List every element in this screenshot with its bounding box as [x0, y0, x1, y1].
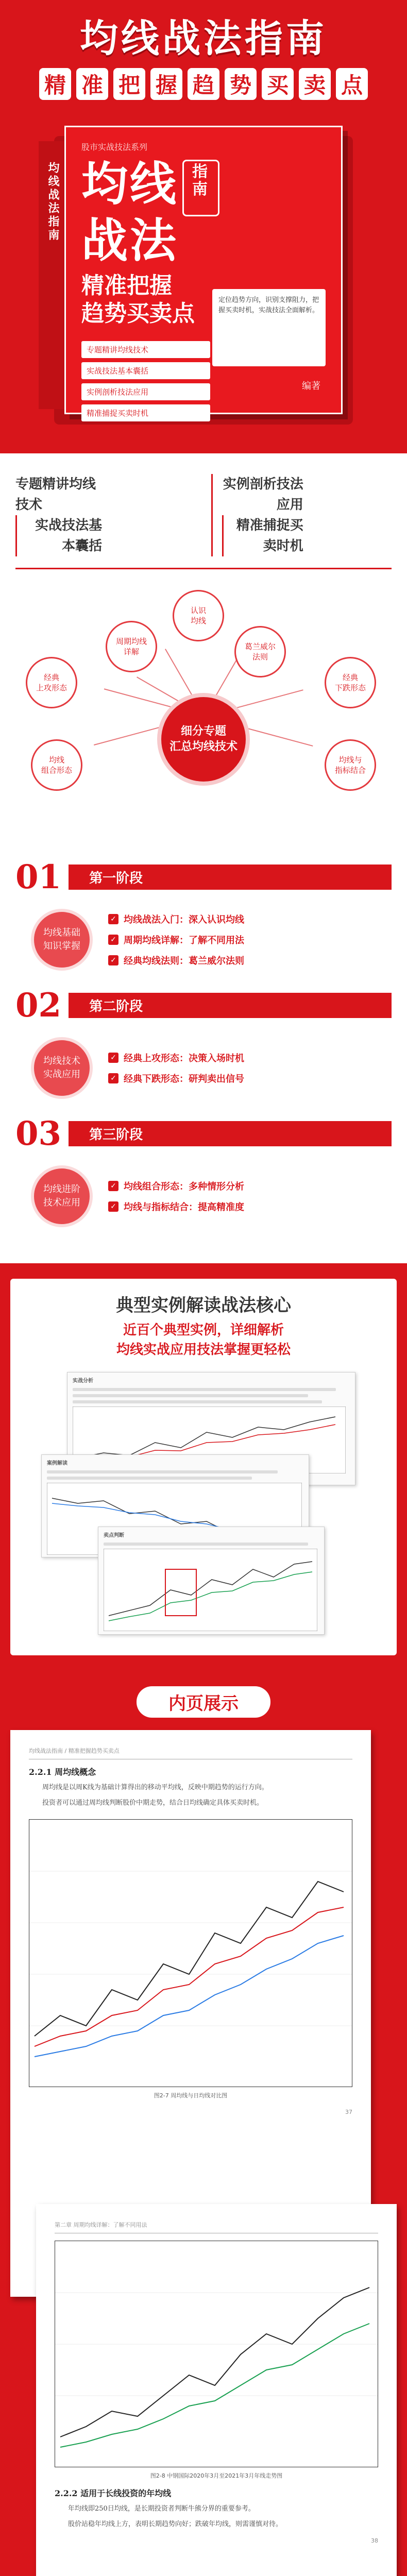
topic-bubble: 均线 组合形态 [31, 739, 82, 791]
stage-label: 第一阶段 [69, 865, 392, 890]
stage-item: ✓ 周期均线详解：了解不同用法 [108, 933, 244, 946]
stage-item: ✓ 经典上攻形态：决策入场时机 [108, 1051, 244, 1064]
book-tags [81, 341, 210, 421]
check-icon: ✓ [108, 1073, 118, 1083]
page-header: 第二章 周期均线详解：了解不同用法 [55, 2219, 378, 2233]
subtitle-char: 买 [262, 68, 294, 100]
book-tag: 实例剖析技法应用 [81, 383, 210, 400]
stage-block [15, 858, 392, 971]
case-document: 卖点判断 [98, 1527, 325, 1635]
section-title: 2.2.1 周均线概念 [29, 1767, 96, 1777]
figure-caption: 图2-7 周均线与日均线对比图 [154, 2092, 228, 2099]
feature-right: 实例剖析技法应用 精准捕捉买卖时机 [211, 474, 392, 556]
book-cover [64, 126, 343, 418]
inner-page [36, 2204, 397, 2576]
subtitle-char: 势 [225, 68, 257, 100]
candlestick-chart-icon [104, 1549, 317, 1631]
hero-title: 均线战法指南 [80, 16, 327, 61]
stage-block [15, 1114, 392, 1227]
book-tag: 实战技法基本囊括 [81, 362, 210, 379]
figure-caption: 图2-8 中钢国际2020年3月至2021年3月年线走势图 [150, 2472, 283, 2479]
check-icon: ✓ [108, 914, 118, 924]
subtitle-char: 趋 [188, 68, 219, 100]
page-number: 37 [345, 2109, 352, 2115]
stage-circle: 均线基础 知识掌握 [31, 909, 93, 971]
check-icon: ✓ [108, 1181, 118, 1191]
stage-block [15, 986, 392, 1099]
stage-number: 03 [15, 1114, 62, 1153]
paragraph: 股价站稳年均线上方，表明长期趋势向好；跌破年均线，则需谨慎对待。 [68, 2520, 283, 2528]
topic-bubble: 均线与 指标结合 [325, 739, 376, 791]
subtitle-char: 点 [336, 68, 368, 100]
page-number: 38 [371, 2537, 378, 2544]
stage-label: 第三阶段 [69, 1121, 392, 1146]
topic-center-bubble: 细分专题 汇总均线技术 [157, 693, 250, 786]
stage-circle: 均线技术 实战应用 [31, 1037, 93, 1099]
check-icon: ✓ [108, 1201, 118, 1212]
book-subtitle: 精准把握 趋势买卖点 [81, 273, 195, 327]
check-icon: ✓ [108, 955, 118, 965]
subtitle-char: 精 [39, 68, 71, 100]
stage-circle: 均线进阶 技术应用 [31, 1165, 93, 1227]
stage-item: ✓ 均线与指标结合：提高精准度 [108, 1200, 244, 1213]
case-title: 典型实例解读战法核心 [116, 1295, 291, 1316]
paragraph: 周均线是以周K线为基础计算得出的移动平均线，反映中期趋势的运行方向。 [42, 1784, 268, 1791]
stock-chart [55, 2241, 378, 2467]
stock-chart [29, 1819, 352, 2087]
stage-label: 第二阶段 [69, 993, 392, 1018]
stage-item: ✓ 均线战法入门：深入认识均线 [108, 912, 244, 926]
paragraph: 年均线即250日均线，是长期投资者判断牛熊分界的重要参考。 [68, 2505, 255, 2513]
subtitle-char: 准 [76, 68, 108, 100]
hero-subtitle [0, 68, 407, 100]
book-title: 均线 指南 战法 [81, 160, 326, 266]
inner-page-preview-section [0, 1676, 407, 2576]
stage-number: 02 [15, 986, 62, 1025]
book-blurb-box: 定位趋势方向，识别支撑阻力，把握买卖时机，实战技法全面解析。 [212, 289, 326, 366]
case-document: 实战分析 [67, 1372, 355, 1485]
page-stack [10, 1730, 397, 2576]
topic-bubble: 认识 均线 [173, 590, 224, 641]
case-card [10, 1279, 397, 1655]
paragraph: 投资者可以通过周均线判断股价中期走势，结合日均线确定具体买卖时机。 [42, 1799, 264, 1807]
preview-banner: 内页展示 [137, 1686, 270, 1718]
hero-section [0, 0, 407, 453]
case-document-stack [21, 1372, 386, 1640]
stage-item: ✓ 经典下跌形态：研判卖出信号 [108, 1072, 244, 1085]
book-author: 编著 [302, 381, 320, 392]
topic-bubble: 经典 上攻形态 [26, 657, 77, 708]
book-seal: 指南 [182, 160, 219, 216]
feature-headline [15, 474, 392, 569]
subtitle-char: 卖 [299, 68, 331, 100]
feature-left: 专题精讲均线技术 实战技法基本囊括 [15, 474, 196, 556]
case-study-section [0, 1263, 407, 1676]
topic-bubble: 周期均线 详解 [106, 621, 157, 672]
page-header: 均线战法指南 / 精准把握趋势买卖点 [29, 1745, 352, 1759]
book-series: 股市实战技法系列 [81, 142, 148, 152]
case-subtitle: 近百个典型实例，详细解析 均线实战应用技法掌握更轻松 [116, 1323, 291, 1358]
subtitle-char: 握 [150, 68, 182, 100]
features-section [0, 453, 407, 1263]
topic-bubble: 葛兰威尔 法则 [234, 626, 286, 677]
subtitle-char: 把 [113, 68, 145, 100]
stage-number: 01 [15, 858, 62, 896]
topic-bubble-diagram [15, 590, 392, 848]
case-document: 案例解读 [41, 1454, 309, 1557]
section-title: 2.2.2 适用于长线投资的年均线 [55, 2488, 172, 2498]
stage-item: ✓ 均线组合形态：多种情形分析 [108, 1179, 244, 1193]
stage-item: ✓ 经典均线法则：葛兰威尔法则 [108, 954, 244, 967]
topic-bubble: 经典 下跌形态 [325, 657, 376, 708]
book-tag: 精准捕捉买卖时机 [81, 404, 210, 421]
check-icon: ✓ [108, 935, 118, 945]
book-cover-image [23, 121, 384, 430]
book-tag: 专题精讲均线技术 [81, 341, 210, 358]
check-icon: ✓ [108, 1053, 118, 1063]
book-spine: 均线战法指南 [39, 141, 64, 409]
